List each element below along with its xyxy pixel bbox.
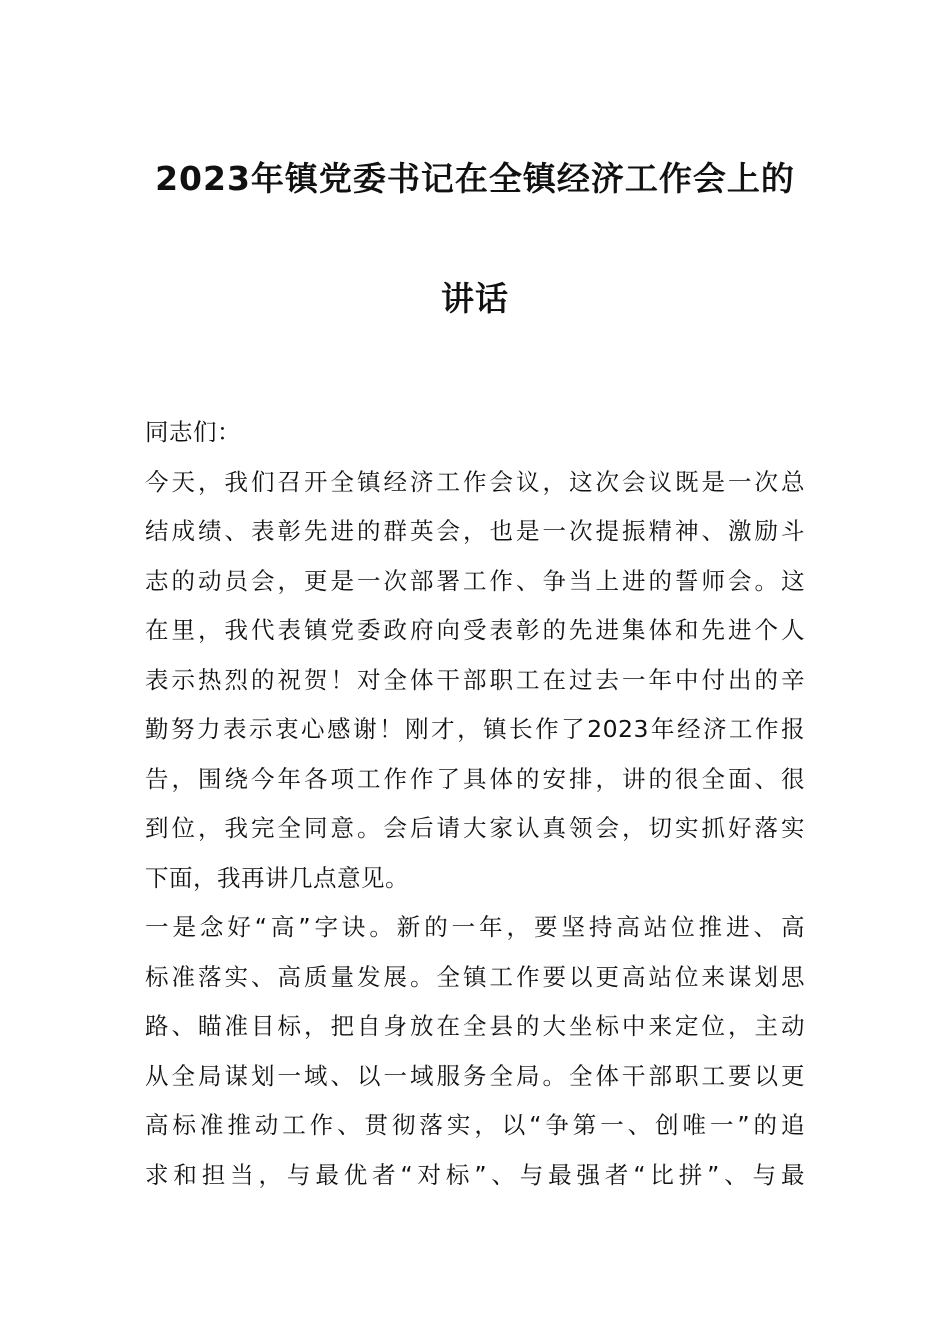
salutation: 同志们： (145, 418, 241, 446)
body-line: 志的动员会，更是一次部署工作、争当上进的誓师会。这 (145, 566, 805, 595)
body-line: 下面，我再讲几点意见。 (145, 863, 409, 892)
document-title-line-1: 2023年镇党委书记在全镇经济工作会上的 (155, 159, 795, 198)
body-line: 求和担当，与最优者“对标”、与最强者“比拼”、与最 (145, 1160, 805, 1189)
body-line: 高标准推动工作、贯彻落实，以“争第一、创唯一”的追 (145, 1111, 805, 1139)
body-line: 在里，我代表镇党委政府向受表彰的先进集体和先进个人 (145, 616, 805, 644)
body-line: 路、瞄准目标，把自身放在全县的大坐标中来定位，主动 (145, 1012, 805, 1040)
body-line: 表示热烈的祝贺！对全体干部职工在过去一年中付出的辛 (145, 665, 805, 694)
body-line: 从全局谋划一域、以一域服务全局。全体干部职工要以更 (145, 1061, 805, 1090)
body-line: 告，围绕今年各项工作作了具体的安排，讲的很全面、很 (145, 764, 805, 793)
body-line: 到位，我完全同意。会后请大家认真领会，切实抓好落实 (145, 814, 805, 842)
document-body (145, 408, 805, 1200)
body-line: 勤努力表示衷心感谢！刚才，镇长作了2023年经济工作报 (145, 715, 805, 743)
body-line: 今天，我们召开全镇经济工作会议，这次会议既是一次总 (145, 467, 805, 496)
body-line: 标准落实、高质量发展。全镇工作要以更高站位来谋划思 (145, 962, 805, 991)
body-line: 结成绩、表彰先进的群英会，也是一次提振精神、激励斗 (145, 517, 805, 545)
document-title-line-2: 讲话 (441, 279, 509, 318)
body-line: 一是念好“高”字诀。新的一年，要坚持高站位推进、高 (145, 913, 805, 941)
